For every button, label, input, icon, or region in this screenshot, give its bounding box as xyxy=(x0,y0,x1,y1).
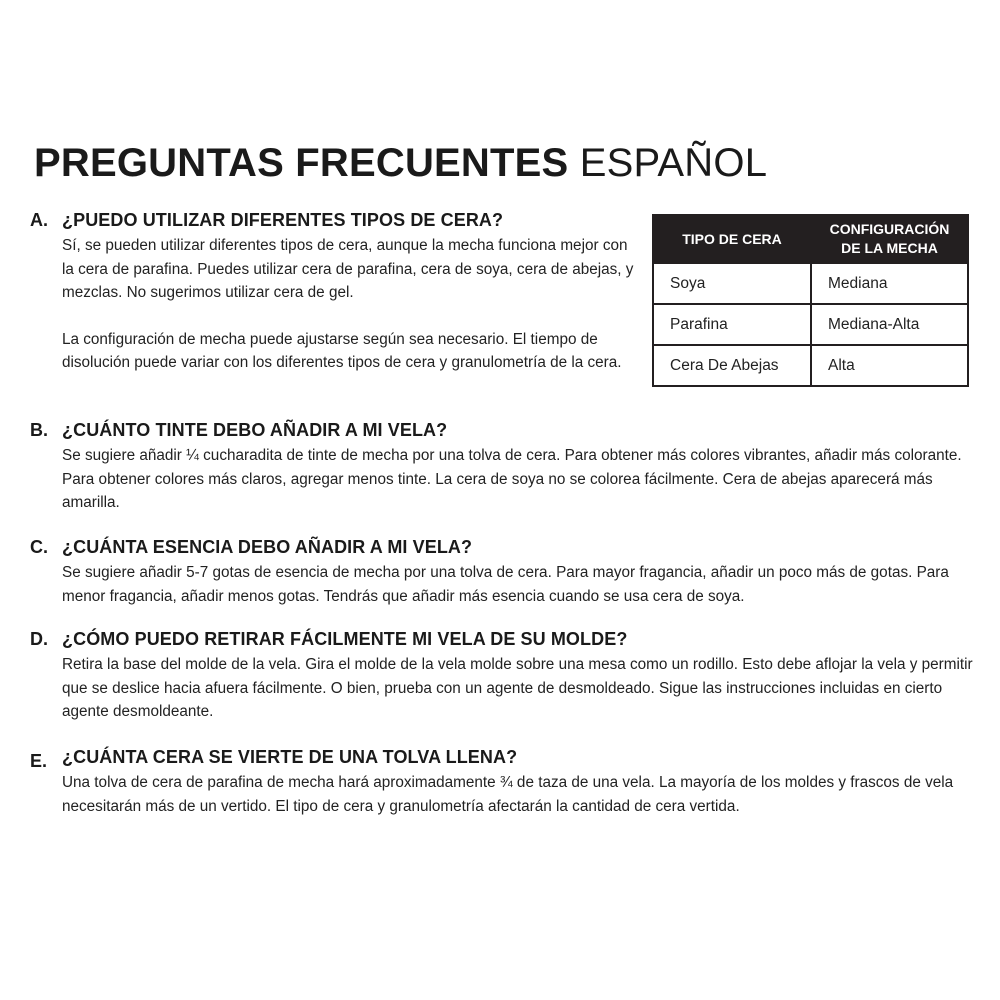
table-row xyxy=(653,263,968,304)
page-title-main: PREGUNTAS FRECUENTES xyxy=(34,141,569,185)
faq-letter: D. xyxy=(30,629,48,649)
table-cell-wax: Soya xyxy=(653,263,811,304)
table-row xyxy=(653,304,968,345)
faq-letter: A. xyxy=(30,210,48,230)
faq-letter: B. xyxy=(30,420,48,440)
page-title-language: ESPAÑOL xyxy=(579,141,768,185)
faq-answer-paragraph: Una tolva de cera de parafina de mecha hará aproximadamente ¾ de taza de una vela. La mayoría de los moldes y frascos de vela necesitarán más de un vertido. El tipo de cera y granulometría afectarán la cantidad de cera vertida. xyxy=(62,774,954,815)
table-row xyxy=(653,345,968,386)
table-header-wick-config: CONFIGURACIÓN DE LA MECHA xyxy=(811,215,968,263)
faq-answer-paragraph: Se sugiere añadir 5-7 gotas de esencia de mecha por una tolva de cera. Para mayor fragancia, añadir un poco más de gotas. Para menor fragancia, añadir menos gotas. Tendrás que añadir más esencia cuando se usa cera de soya. xyxy=(62,564,949,605)
faq-answer-paragraph: Se sugiere añadir ¼ cucharadita de tinte de mecha por una tolva de cera. Para obtener más colores vibrantes, añadir más colorante. Para obtener colores más claros, agregar menos tinte. La cera de soya no se colorea fácilmente. Cera de abejas aparecerá más amarilla. xyxy=(62,447,962,511)
faq-answer xyxy=(62,234,642,375)
table-cell-wick: Alta xyxy=(811,345,968,386)
table-cell-wax: Parafina xyxy=(653,304,811,345)
faq-question: ¿CÓMO PUEDO RETIRAR FÁCILMENTE MI VELA DE SU MOLDE? xyxy=(62,629,628,649)
faq-answer-paragraph: Sí, se pueden utilizar diferentes tipos de cera, aunque la mecha funciona mejor con la cera de parafina. Puedes utilizar cera de parafina, cera de soya, cera de abejas, y mezclas. No sugerimos utilizar cera de gel. xyxy=(62,237,634,301)
faq-answer xyxy=(62,444,982,515)
wax-wick-table xyxy=(652,214,969,387)
table-cell-wax: Cera De Abejas xyxy=(653,345,811,386)
faq-letter: C. xyxy=(30,537,48,557)
table-header-row xyxy=(653,215,968,263)
faq-question: ¿CUÁNTA CERA SE VIERTE DE UNA TOLVA LLENA? xyxy=(62,747,518,767)
faq-question: ¿CUÁNTO TINTE DEBO AÑADIR A MI VELA? xyxy=(62,420,448,440)
page-title xyxy=(34,140,767,186)
faq-answer-paragraph: La configuración de mecha puede ajustarse según sea necesario. El tiempo de disolución puede variar con los diferentes tipos de cera y granulometría de la cera. xyxy=(62,330,622,371)
faq-answer-paragraph: Retira la base del molde de la vela. Gira el molde de la vela molde sobre una mesa como un rodillo. Esto debe aflojar la vela y permitir que se deslice hacia afuera fácilmente. O bien, prueba con un agente de desmoldeado. Sigue las instrucciones incluidas en cierto agente desmoldeante. xyxy=(62,656,973,720)
faq-answer xyxy=(62,561,982,608)
table-cell-wick: Mediana xyxy=(811,263,968,304)
faq-question: ¿CUÁNTA ESENCIA DEBO AÑADIR A MI VELA? xyxy=(62,537,473,557)
table-cell-wick: Mediana-Alta xyxy=(811,304,968,345)
faq-answer xyxy=(62,771,982,818)
faq-answer xyxy=(62,653,982,724)
faq-letter: E. xyxy=(30,751,48,771)
table-header-wax-type: TIPO DE CERA xyxy=(653,215,811,263)
faq-question: ¿PUEDO UTILIZAR DIFERENTES TIPOS DE CERA? xyxy=(62,210,504,230)
